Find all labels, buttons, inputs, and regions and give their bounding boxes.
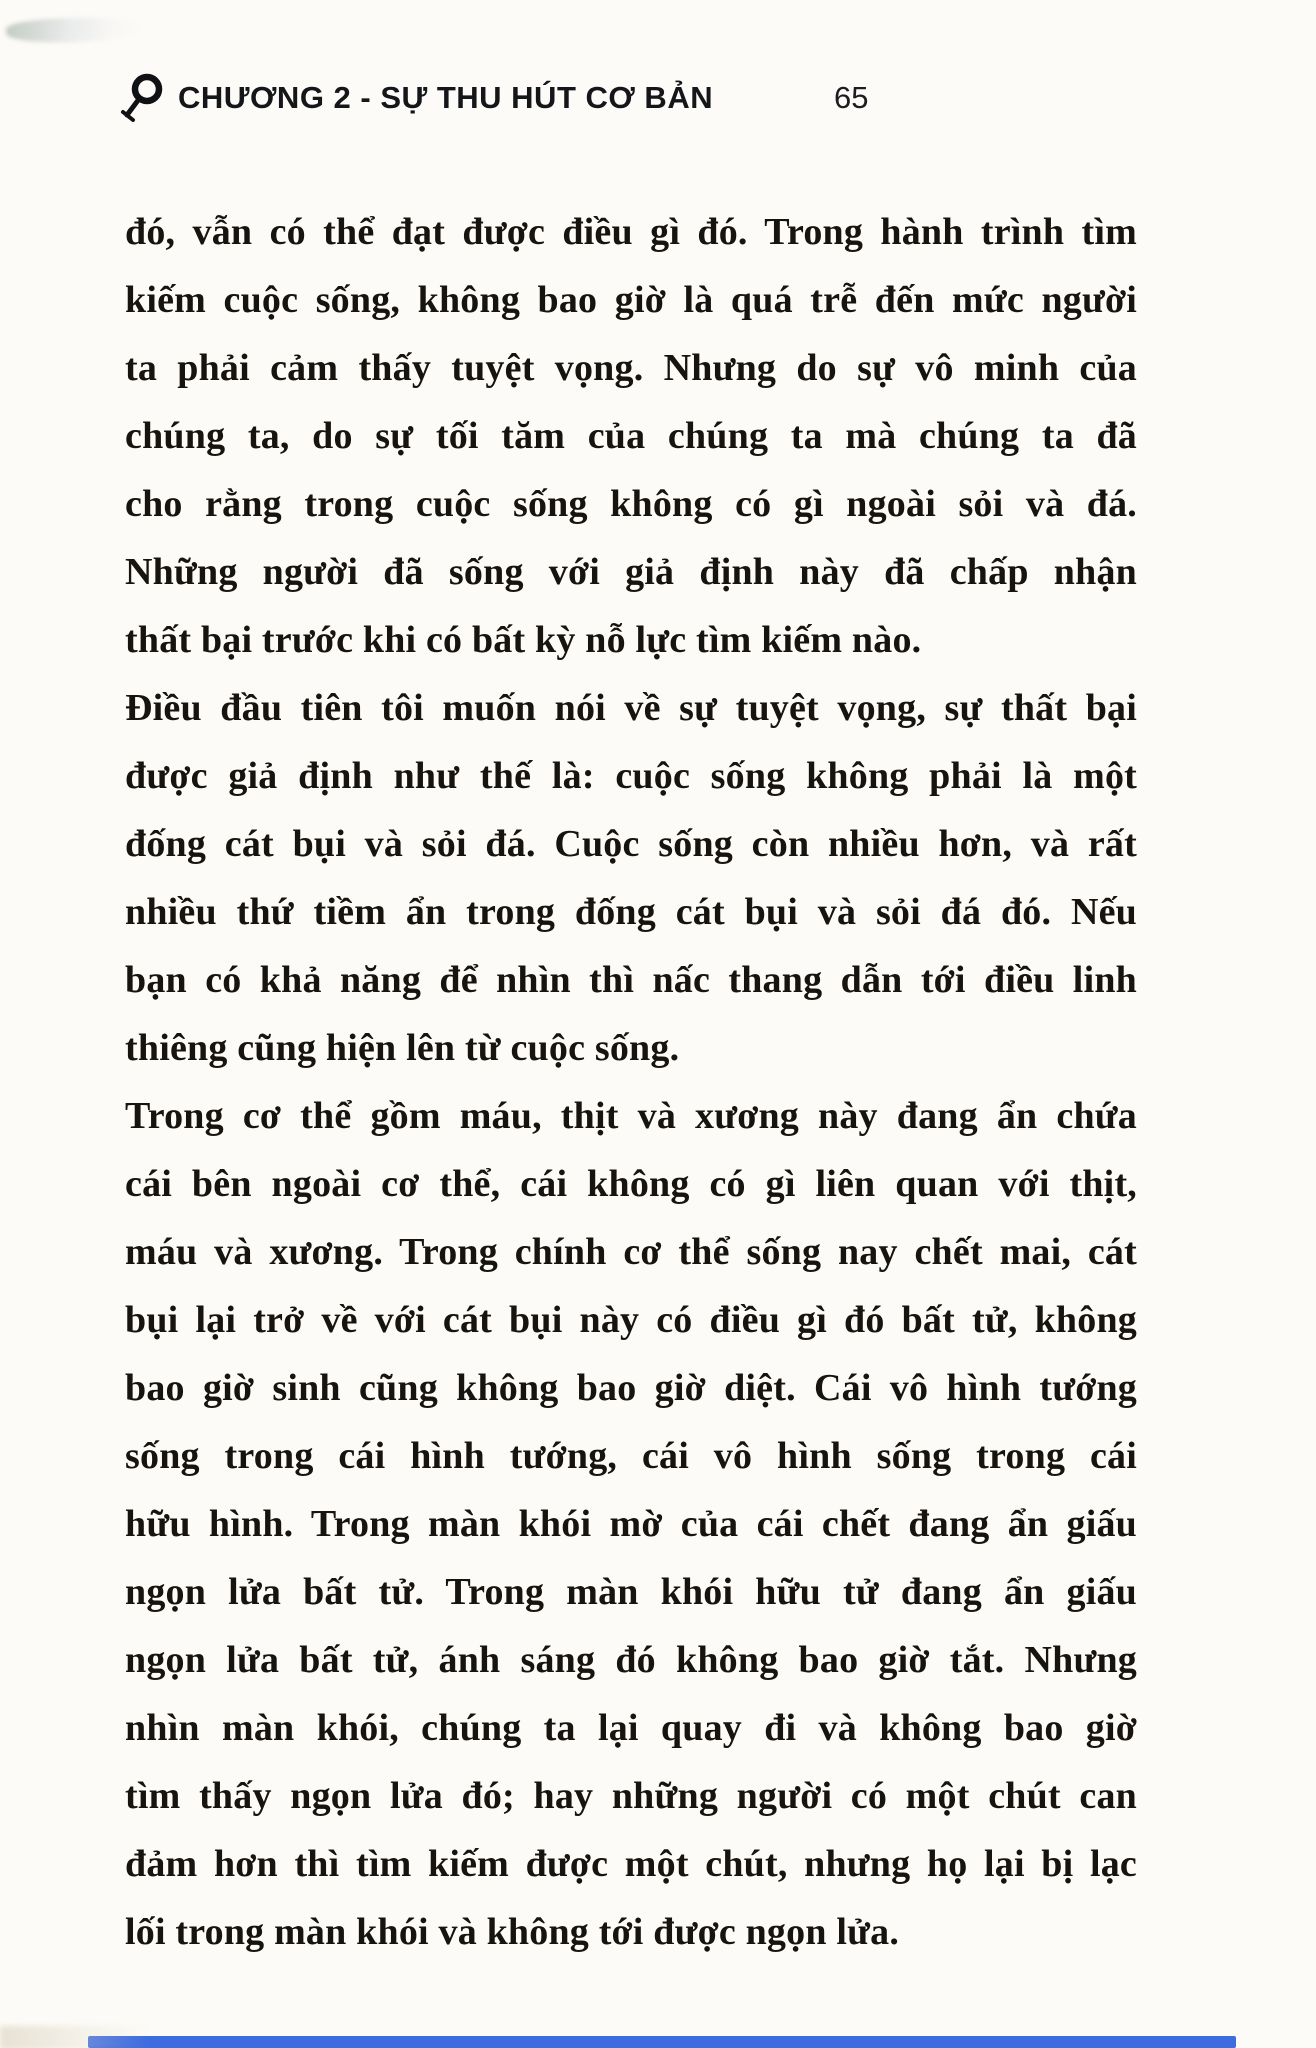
magnifier-icon — [118, 72, 168, 124]
text-line: nhìn màn khói, chúng ta lại quay đi và không bao giờ — [125, 1707, 1137, 1749]
page-number: 65 — [834, 80, 869, 115]
text-line: được giả định như thế là: cuộc sống không phải là một — [125, 755, 1137, 797]
scan-smudge-top-left — [6, 16, 147, 45]
text-line: đó, vẫn có thể đạt được điều gì đó. Trong hành trình tìm — [125, 211, 1137, 253]
text-line: sống trong cái hình tướng, cái vô hình sống trong cái — [125, 1435, 1137, 1477]
text-line: cái bên ngoài cơ thể, cái không có gì liên quan với thịt, — [125, 1163, 1137, 1205]
text-line: ngọn lửa bất tử. Trong màn khói hữu tử đang ẩn giấu — [125, 1571, 1137, 1613]
page-header — [118, 72, 713, 124]
text-line: cho rằng trong cuộc sống không có gì ngoài sỏi và đá. — [125, 483, 1137, 525]
text-line: máu và xương. Trong chính cơ thể sống nay chết mai, cát — [125, 1231, 1137, 1273]
footer-accent-bar — [88, 2036, 1236, 2048]
body-text — [125, 198, 1137, 1966]
text-line: kiếm cuộc sống, không bao giờ là quá trễ đến mức người — [125, 279, 1137, 321]
text-line: đảm hơn thì tìm kiếm được một chút, nhưng họ lại bị lạc — [125, 1843, 1137, 1885]
text-line: hữu hình. Trong màn khói mờ của cái chết đang ẩn giấu — [125, 1503, 1137, 1545]
text-line: nhiều thứ tiềm ẩn trong đống cát bụi và sỏi đá đó. Nếu — [125, 891, 1137, 933]
text-line: bạn có khả năng để nhìn thì nấc thang dẫn tới điều linh — [125, 959, 1137, 1001]
text-line: thất bại trước khi có bất kỳ nỗ lực tìm kiếm nào. — [125, 619, 922, 661]
text-line: bụi lại trở về với cát bụi này có điều gì đó bất tử, không — [125, 1299, 1137, 1341]
text-line: Trong cơ thể gồm máu, thịt và xương này đang ẩn chứa — [125, 1095, 1137, 1137]
scan-smudge-bottom-left — [0, 2026, 150, 2048]
text-line: ngọn lửa bất tử, ánh sáng đó không bao giờ tắt. Nhưng — [125, 1639, 1137, 1681]
text-line: tìm thấy ngọn lửa đó; hay những người có một chút can — [125, 1775, 1137, 1817]
text-line: đống cát bụi và sỏi đá. Cuộc sống còn nhiều hơn, và rất — [125, 823, 1137, 865]
text-line: ta phải cảm thấy tuyệt vọng. Nhưng do sự vô minh của — [125, 347, 1137, 389]
text-line: thiêng cũng hiện lên từ cuộc sống. — [125, 1027, 680, 1069]
text-line: Điều đầu tiên tôi muốn nói về sự tuyệt vọng, sự thất bại — [125, 687, 1137, 729]
text-line: bao giờ sinh cũng không bao giờ diệt. Cái vô hình tướng — [125, 1367, 1137, 1409]
text-line: chúng ta, do sự tối tăm của chúng ta mà chúng ta đã — [125, 415, 1137, 457]
text-line: Những người đã sống với giả định này đã chấp nhận — [125, 551, 1137, 593]
chapter-title: CHƯƠNG 2 - SỰ THU HÚT CƠ BẢN — [178, 80, 714, 115]
text-line: lối trong màn khói và không tới được ngọn lửa. — [125, 1911, 900, 1953]
